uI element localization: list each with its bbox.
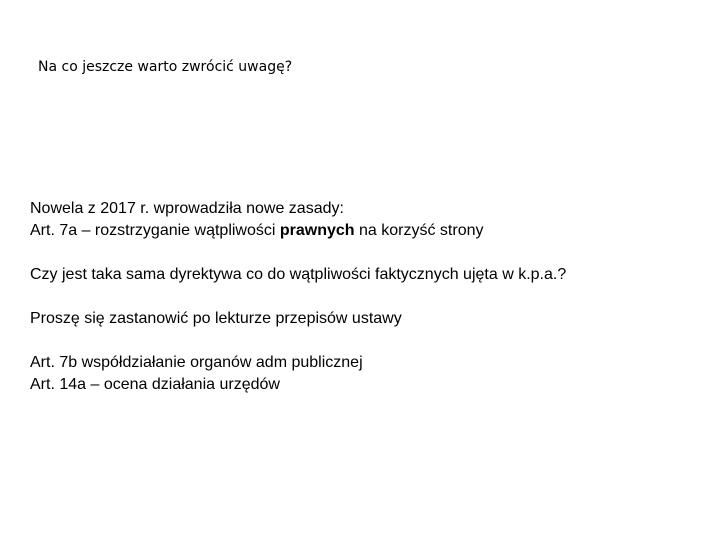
question-line: Czy jest taka sama dyrektywa co do wątpliwości faktycznych ujęta w k.p.a.?	[30, 266, 567, 283]
art-7a-suffix: na korzyść strony	[354, 222, 484, 239]
instruction-line: Proszę się zastanowić po lekturze przepisów ustawy	[30, 310, 402, 327]
intro-line: Nowela z 2017 r. wprowadziła nowe zasady:	[30, 200, 344, 217]
slide-title: Na co jeszcze warto zwrócić uwagę?	[38, 59, 293, 75]
art-7b-line: Art. 7b współdziałanie organów adm publicznej	[30, 354, 363, 371]
art-7a-emphasis: prawnych	[279, 222, 355, 239]
art-7a-prefix: Art. 7a – rozstrzyganie wątpliwości	[30, 222, 280, 239]
slide-content	[30, 198, 700, 396]
art-7a-line	[30, 220, 700, 242]
art-14a-line: Art. 14a – ocena działania urzędów	[30, 376, 280, 393]
